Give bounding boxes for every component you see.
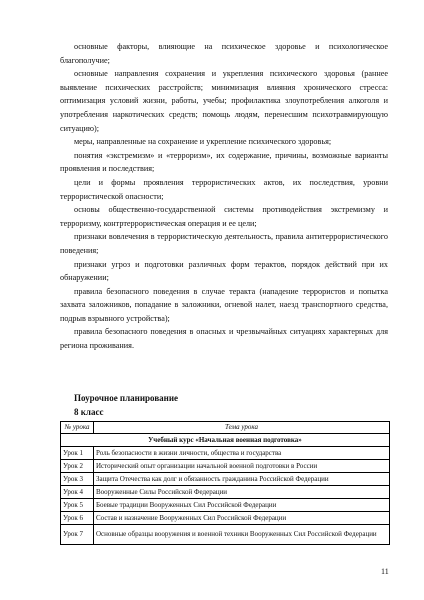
lesson-number: Урок 7 <box>61 525 94 545</box>
section-heading: Поурочное планирование <box>74 393 179 403</box>
paragraph: понятия «экстремизм» и «терроризм», их содержание, причины, возможные варианты проявления и последствия; <box>60 150 388 174</box>
course-row <box>61 434 390 447</box>
lesson-number: Урок 5 <box>61 499 94 512</box>
table-row <box>61 525 390 545</box>
table-row <box>61 460 390 473</box>
paragraph: меры, направленные на сохранение и укрепление психического здоровья; <box>74 137 332 147</box>
table-row <box>61 447 390 460</box>
page-number: 11 <box>381 567 389 576</box>
paragraph: правила безопасного поведения в случае теракта (нападение террористов и попытка захвата заложников, попадание в заложники, огневой налет, наезд транспортного средства, подрыв взрывного устройства); <box>60 286 388 323</box>
lesson-topic: Роль безопасности в жизни личности, общества и государства <box>94 447 390 460</box>
lesson-topic: Боевые традиции Вооруженных Сил Российской Федерации <box>94 499 390 512</box>
lesson-topic: Вооруженные Силы Российской Федерации <box>94 486 390 499</box>
lesson-number: Урок 3 <box>61 473 94 486</box>
paragraph: цели и формы проявления террористических актов, их последствия, уровни террористической опасности; <box>60 177 388 201</box>
lesson-plan-table <box>60 421 390 545</box>
table-row <box>61 499 390 512</box>
paragraph: правила безопасного поведения в опасных и чрезвычайных ситуациях характерных для региона проживания. <box>60 327 388 351</box>
paragraph: основные факторы, влияющие на психическое здоровье и психологическое благополучие; <box>60 42 388 65</box>
paragraph: признаки угроз и подготовки различных форм терактов, порядок действий при их обнаружении; <box>60 259 388 283</box>
lesson-number: Урок 6 <box>61 512 94 525</box>
lesson-number: Урок 1 <box>61 447 94 460</box>
grade-heading: 8 класс <box>74 407 104 417</box>
paragraph: основные направления сохранения и укрепления психического здоровья (раннее выявление психических расстройств; минимизация влияния хронического стресса: оптимизация условий жизни, работы, учебы; профилактика злоупотребления алкоголя и употребления наркотических средств; помощь людям, перенесшим психотравмирующую ситуацию); <box>60 69 388 133</box>
header-lesson-topic: Тема урока <box>94 422 390 434</box>
table-header-row <box>61 422 390 434</box>
lesson-topic: Исторический опыт организации начальной военной подготовки в России <box>94 460 390 473</box>
table-row <box>61 512 390 525</box>
body-text <box>60 40 388 353</box>
course-title: Учебный курс «Начальная военная подготовка» <box>61 434 390 447</box>
lesson-topic: Основные образцы вооружения и военной техники Вооруженных Сил Российской Федерации <box>94 525 390 545</box>
paragraph: признаки вовлечения в террористическую деятельность, правила антитеррористического поведения; <box>60 232 388 255</box>
table-row <box>61 486 390 499</box>
lesson-number: Урок 4 <box>61 486 94 499</box>
lesson-topic: Защита Отечества как долг и обязанность гражданина Российской Федерации <box>94 473 390 486</box>
lesson-number: Урок 2 <box>61 460 94 473</box>
lesson-topic: Состав и назначение Вооруженных Сил Российской Федерации <box>94 512 390 525</box>
header-lesson-number: № урока <box>61 422 94 434</box>
table-row <box>61 473 390 486</box>
paragraph: основы общественно-государственной системы противодействия экстремизму и терроризму, контртеррористическая операция и ее цели; <box>60 205 388 228</box>
